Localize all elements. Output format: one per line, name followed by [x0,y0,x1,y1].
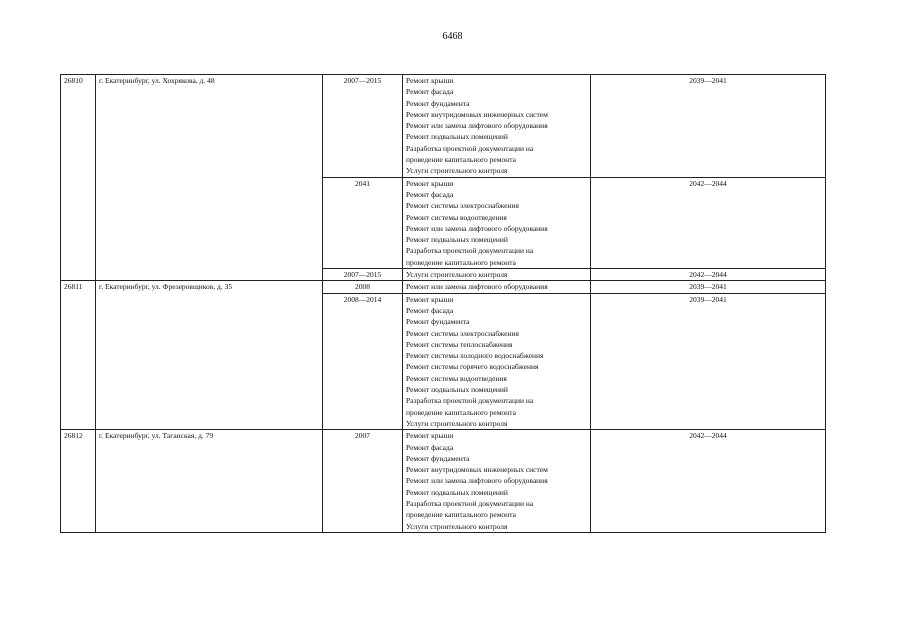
work-item: Ремонт крыши [406,431,454,441]
work-item: Разработка проектной документации на [406,498,534,508]
object-id-cell: 26811 [61,281,96,430]
work-item: проведение капитального ремонта [406,155,516,165]
work-item: Ремонт или замена лифтового оборудования [406,223,548,233]
works-list-cell [403,177,591,268]
work-item: Ремонт системы горячего водоснабжения [406,362,539,372]
work-item: Ремонт или замена лифтового оборудования [406,121,548,131]
completed-period-cell: 2008 [323,281,403,293]
completed-period-cell: 2008—2014 [323,293,403,430]
work-item: Ремонт фасада [406,87,454,97]
work-item: проведение капитального ремонта [406,257,516,267]
work-item: Ремонт подвальных помещений [406,385,508,395]
work-item: Ремонт или замена лифтового оборудования [406,476,548,486]
work-item: Ремонт фасада [406,189,454,199]
page-number: 6468 [442,31,463,42]
work-item: Ремонт фундамента [406,453,470,463]
work-item: Ремонт внутридомовых инженерных систем [406,109,548,119]
work-item: Ремонт системы водоотведения [406,373,507,383]
work-item: Ремонт фасада [406,442,454,452]
work-item: Услуги строительного контроля [406,521,508,531]
work-item: Ремонт фундамента [406,317,470,327]
work-item: Ремонт подвальных помещений [406,132,508,142]
completed-period-cell: 2007 [323,430,403,533]
work-item: Услуги строительного контроля [406,418,508,428]
work-item: Услуги строительного контроля [406,270,508,280]
table-row [61,430,826,533]
planned-period-cell: 2039—2041 [591,293,826,430]
work-item: Ремонт внутридомовых инженерных систем [406,465,548,475]
capital-repair-table [60,74,826,533]
works-list-cell [403,430,591,533]
table-body [61,75,826,533]
planned-period-cell: 2042—2044 [591,430,826,533]
planned-period-cell: 2039—2041 [591,281,826,293]
object-id-cell: 26810 [61,75,96,281]
completed-period-cell: 2007—2015 [323,75,403,178]
work-item: Разработка проектной документации на [406,246,534,256]
work-item: Ремонт крыши [406,76,454,85]
work-item: Разработка проектной документации на [406,143,534,153]
work-item: Ремонт системы водоотведения [406,212,507,222]
address-cell: г. Екатеринбург, ул. Фрезеровщиков, д. 35 [96,281,323,430]
work-item: Ремонт системы электроснабжения [406,328,519,338]
address-cell: г. Екатеринбург, ул. Таганская, д. 79 [96,430,323,533]
table-row [61,281,826,293]
work-item: Ремонт системы электроснабжения [406,201,519,211]
address-cell: г. Екатеринбург, ул. Хохрякова, д. 48 [96,75,323,281]
work-item: Ремонт системы теплоснабжения [406,339,513,349]
planned-period-cell: 2042—2044 [591,269,826,281]
work-item: Ремонт крыши [406,294,454,304]
work-item: Ремонт фасада [406,305,454,315]
work-item: Ремонт фундамента [406,98,470,108]
work-item: проведение капитального ремонта [406,407,516,417]
work-item: Ремонт или замена лифтового оборудования [406,282,548,292]
works-list-cell [403,269,591,281]
planned-period-cell: 2042—2044 [591,177,826,268]
work-item: Ремонт подвальных помещений [406,487,508,497]
completed-period-cell: 2041 [323,177,403,268]
planned-period-cell: 2039—2041 [591,75,826,178]
work-item: Ремонт крыши [406,178,454,188]
works-list-cell [403,281,591,293]
works-list-cell [403,293,591,430]
work-item: Ремонт системы холодного водоснабжения [406,351,544,361]
work-item: проведение капитального ремонта [406,510,516,520]
work-item: Услуги строительного контроля [406,166,508,176]
completed-period-cell: 2007—2015 [323,269,403,281]
object-id-cell: 26812 [61,430,96,533]
work-item: Ремонт подвальных помещений [406,235,508,245]
work-item: Разработка проектной документации на [406,396,534,406]
works-list-cell [403,75,591,178]
table-row [61,75,826,178]
